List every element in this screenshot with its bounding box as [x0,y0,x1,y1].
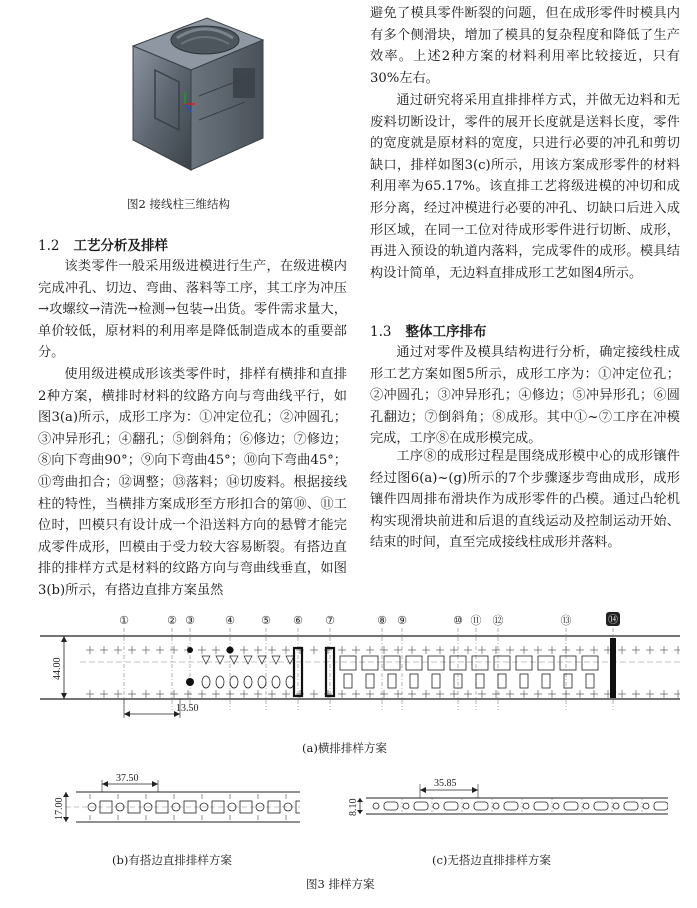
pierced-hole [463,803,469,809]
formed-part [366,674,374,688]
figure-3b-caption: (b)有搭边直排排样方案 [112,853,232,867]
dimension-width-c: 8.10 [348,798,359,816]
paragraph-process-sequence: 通过对零件及模具结构进行分析，确定接线柱成形工艺方案如图5所示，成形工序为：①冲定位孔；②冲圆孔；③冲异形孔；④修边；⑤冲异形孔；⑥圆孔翻边；⑦倒斜角；⑧成形。其中①~⑦工序在冲模完成，工序⑧在成形模完成。 [370,345,680,447]
formed-part [428,656,444,670]
formed-part [406,656,422,670]
station-label: ④ [225,614,235,627]
station-label: ⑭ [608,615,618,626]
dimension-pitch-a: 13.50 [176,703,199,714]
formed-part [564,674,572,688]
shaped-cut [564,802,578,810]
station-label: ① [119,614,129,627]
station-label: ② [167,614,177,627]
terminal-3d-model-image [95,0,285,190]
shaped-cut [504,802,518,810]
formed-part [384,656,400,670]
figure-3-caption: 图3 排样方案 [306,877,375,891]
formed-part [472,656,488,670]
shaped-cut [474,802,488,810]
notch [286,656,294,664]
station-label: ⑪ [470,614,482,627]
dimension-width-b: 17.00 [54,797,65,820]
station-label: ⑤ [261,614,271,627]
formed-part [476,674,484,688]
shaped-hole [272,676,280,688]
pierced-hole [373,803,379,809]
paragraph-straight-layout: 通过研究将采用直排排样方式，并做无边料和无废料切断设计，零件的展开长度就是送料长度，零件的宽度就是原材料的宽度，只进行必要的冲孔和剪切缺口，排样如图3(c)所示，用该方案成形零件的材料利用率为65.17%。该直排工艺将级进模的冲切和成形分离，经过冲模进行必要的冲孔、切缺口后进入成形区域，在同一工位对待成形零件进行切断、成形，再进入预设的轨道内落料，完成零件的成形。模具结构设计简单，无边料直排成形工艺如图4所示。 [370,93,680,281]
pierced-hole [643,803,649,809]
figure-3c-caption: (c)无搭边直排排样方案 [432,853,551,867]
figure-3a-horizontal-layout [40,610,680,725]
formed-part [520,674,528,688]
pierced-hole [187,647,193,653]
shaped-cut [384,802,398,810]
notch [202,656,210,664]
cutoff-station [610,638,616,698]
figure-2 [95,0,285,190]
notch [244,656,252,664]
dimension-pitch-b: 37.50 [116,773,139,784]
station-label: ⑦ [325,614,335,627]
figure-3c-no-bridge-straight-layout [346,772,668,822]
station-label: ⑬ [560,614,572,627]
pierced-hole [403,803,409,809]
formed-part [560,656,576,670]
station-label: ③ [185,614,195,627]
formed-part [494,656,510,670]
station-label: ⑩ [453,614,463,627]
formed-part [432,674,440,688]
formed-part [344,674,352,688]
station-label: ⑫ [492,614,504,627]
formed-part [586,674,594,688]
pierced-hole [227,647,234,654]
strip-c-features [373,798,668,814]
section-heading-1-2 [38,236,168,256]
shaped-cut [654,802,668,810]
paragraph-layout-continued: 避免了模具零件断裂的问题，但在成形零件时模具内有多个侧滑块，增加了模具的复杂程度和降低了生产效率。上述2种方案的材料利用率比较接近，只有30%左右。 [370,6,680,86]
formed-part [498,674,506,688]
notch [216,656,224,664]
section-title: 整体工序排布 [405,324,487,340]
formed-part [362,656,378,670]
dimension-pitch-c: 35.85 [434,778,457,789]
section-number: 1.2 [38,238,60,254]
pierced-hole [613,803,619,809]
pierced-hole [493,803,499,809]
formed-part [410,674,418,688]
formed-part [582,656,598,670]
station-labels [119,612,620,710]
shaped-hole [258,676,266,688]
station-label: ⑨ [397,614,407,627]
paragraph-forming-process: 工序⑧的成形过程是围绕成形模中心的成形镶件经过图6(a)~(g)所示的7个步骤逐步弯曲成形，成形镶件四周排布滑块作为成形零件的凸模。通过凸轮机构实现滑块前进和后退的直线运动及控制运动开始、结束的时间，直至完成接线柱成形并落料。 [370,449,680,551]
notch [258,656,266,664]
formed-part [388,674,396,688]
notch [272,656,280,664]
station-label: ⑥ [293,614,303,627]
figure-3a-caption: (a)横排排样方案 [302,741,387,755]
shaped-hole [216,676,224,688]
figure-2-caption: 图2 接线柱三维结构 [127,197,230,211]
pierced-hole [553,803,559,809]
pierced-hole [186,678,194,686]
dimension-width-a: 44.00 [52,657,63,680]
pierced-hole [433,803,439,809]
section-title: 工艺分析及排样 [73,238,168,254]
pierced-hole [523,803,529,809]
section-heading-1-3 [370,322,486,342]
formed-part [538,656,554,670]
station-label: ⑧ [377,614,387,627]
shaped-hole [244,676,252,688]
paragraph-layout-schemes: 使用级进模成形该类零件时，排样有横排和直排2种方案，横排时材料的纹路方向与弯曲线平行，如图3(a)所示，成形工序为：①冲定位孔；②冲圆孔；③冲异形孔；④翻孔；⑤倒斜角；⑥修边；⑦修边；⑧向下弯曲90°；⑨向下弯曲45°；⑩向下弯曲45°；⑪弯曲扣合；⑫调整；⑬落料；⑭切废料。根据接线柱的特性，当横排方案成形至方形扣合的第⑩、⑪工位时，凹模只有设计成一个沿送料方向的悬臂才能完成零件成形，凹模由于受力较大容易断裂。有搭边直排的排样方式是材料的纹路方向与弯曲线垂直，如图3(b)所示，有搭边直排方案虽然 [38,367,347,598]
shaped-hole [202,676,210,688]
shaped-cut [444,802,458,810]
figure-3b-bridged-straight-layout [36,772,300,832]
formed-part [340,656,356,670]
shaped-cut [414,802,428,810]
shaped-cut [534,802,548,810]
shaped-cut [594,802,608,810]
shaped-hole [230,676,238,688]
formed-part [516,656,532,670]
paragraph-process-analysis: 该类零件一般采用级进模进行生产，在级进模内完成冲孔、切边、弯曲、落料等工序，其工序为冲压→攻螺纹→清洗→检测→包装→出货。零件需求量大，单价较低，原材料的利用率是降低制造成本的重要部分。 [38,259,347,361]
shaped-cut [624,802,638,810]
strip-a-features [86,638,680,698]
shaped-hole [286,676,294,688]
section-number: 1.3 [370,324,392,340]
formed-part [542,674,550,688]
notch [230,656,238,664]
pierced-hole [583,803,589,809]
